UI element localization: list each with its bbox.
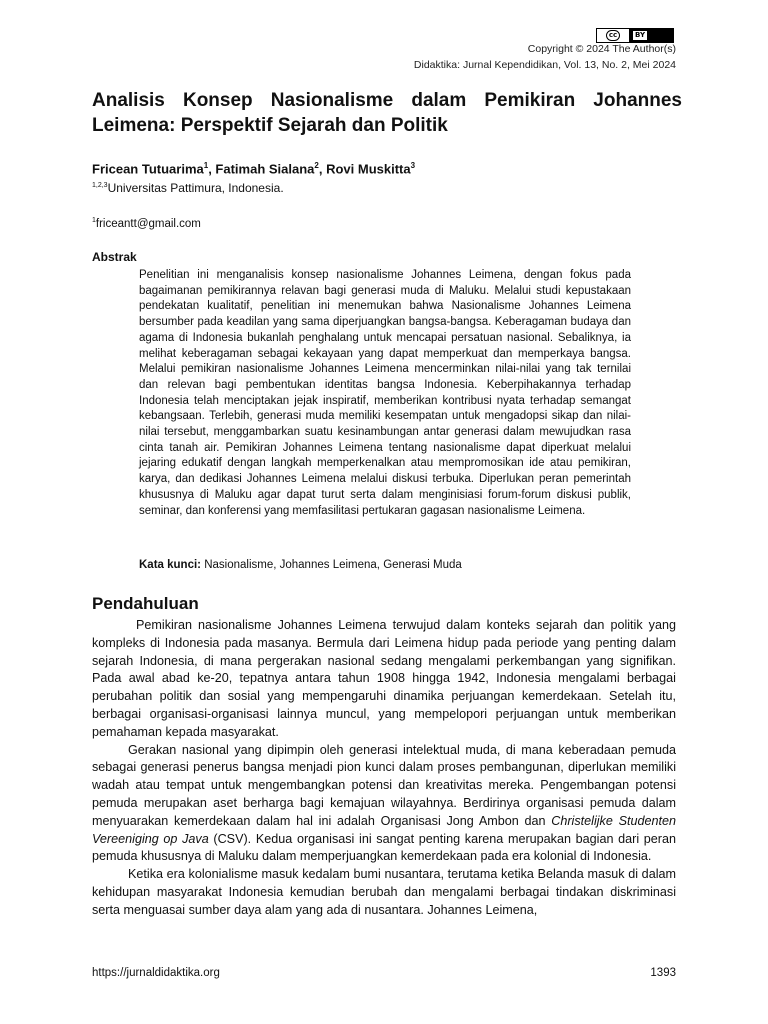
paragraph-2-text-a: Gerakan nasional yang dipimpin oleh generasi intelektual muda, di mana keberadaan pemuda sebagai generasi penerus bangsa menjadi pion kunci dalam proses pembangunan, diperlukan memiliki wadah atau tempat untuk mengembangkan potensi dan kreativitas mereka. Pengembangan potensi pemuda merupakan aset berharga bagi kemajuan wilayahnya. Berdirinya organisasi pemuda dalam menyuarakan kemerdekaan dalam hal ini adalah Organisasi Jong Ambon dan: [92, 742, 676, 828]
affiliation-sup: 1,2,3: [92, 182, 108, 189]
cc-by-license-badge: [596, 28, 674, 43]
keywords: [139, 559, 462, 571]
section-body: [92, 617, 676, 920]
footer-url: https://jurnaldidaktika.org: [92, 967, 220, 979]
author-sep: ,: [318, 161, 327, 177]
author-name: Rovi Muskitta: [326, 161, 411, 177]
abstract-heading: Abstrak: [92, 250, 137, 264]
email-text: friceantt@gmail.com: [95, 217, 201, 230]
author-sup: 3: [410, 161, 416, 170]
cc-icon: cc: [597, 29, 630, 42]
paragraph-3: Ketika era kolonialisme masuk kedalam bumi nusantara, terutama ketika Belanda masuk di dalam kehidupan masyarakat Indonesia kemudian berubah dan mengalami berbagai tindakan diskriminasi serta menguasai sumber daya alam yang ada di nusantara. Johannes Leimena,: [92, 867, 676, 917]
by-icon: BY: [630, 29, 673, 42]
paragraph-2: [92, 742, 676, 867]
keywords-text: Nasionalisme, Johannes Leimena, Generasi Muda: [204, 559, 462, 571]
journal-line: Didaktika: Jurnal Kependidikan, Vol. 13, No. 2, Mei 2024: [413, 59, 676, 71]
author-name: Fatimah Sialana: [215, 161, 315, 177]
author-sup: 1: [203, 161, 209, 170]
paragraph-1: Pemikiran nasionalisme Johannes Leimena terwujud dalam konteks sejarah dan politik yang kompleks di Indonesia pada masanya. Bermula dari Leimena hidup pada periode yang penting dalam sejarah Indonesia, di mana pergerakan nasional sedang mengalami perkembangan yang signifikan. Pada awal abad ke-20, tepatnya antara tahun 1908 hingga 1942, Indonesia mengalami berbagai perubahan politik dan sosial yang mempengaruhi dinamika perjuangan kemerdekaan. Setelah itu, berbagai organisasi-organisasi lainnya muncul, yang mempelopori perjuangan untuk memberikan pemahaman kepada masyarakat.: [92, 618, 676, 739]
author-name: Fricean Tutuarima: [92, 161, 204, 177]
section-heading-pendahuluan: Pendahuluan: [92, 594, 199, 613]
email-sup: 1: [92, 217, 96, 224]
paragraph-2-text-b: (CSV). Kedua organisasi ini sangat penting karena merupakan bagian dari peran pemuda khususnya di Maluku dalam memperjuangkan kemerdekaan pada era kolonial di Indonesia.: [92, 831, 677, 864]
page-number: 1393: [650, 967, 676, 979]
author-sep: ,: [208, 161, 216, 177]
corresponding-email: [92, 217, 201, 230]
abstract-text: Penelitian ini menganalisis konsep nasionalisme Johannes Leimena, dengan fokus pada bagaimanan pemikirannya relavan bagi generasi muda di Maluku. Melalui studi kepustakaan pendekatan kualitatif, penelitian ini menemukan bahwa Nasionalisme Johannes Leimena bersumber pada keadilan yang sama diperjuangkan bangsa-bangsa. Keberagaman budaya dan agama di Indonesia bukanlah penghalang untuk mencapai persatuan nasional. Sebaliknya, ia melihat keberagaman sebagai kekayaan yang dapat memperkuat dan memperkaya bangsa. Melalui pemikiran nasionalisme Johannes Leimena mencerminkan nilai-nilai yang tak ternilai dan relevan bagi pembentukan identitas bangsa Indonesia. Keberpihakannya terhadap Indonesia telah menciptakan jejak inspiratif, memberikan kontribusi nyata terhadap semangat kebangsaan. Terlebih, generasi muda memiliki kesempatan untuk mengadopsi sikap dan nilai-nilai tersebut, menggambarkan suatu kesinambungan antar generasi dalam mewujudkan rasa cinta tanah air. Pemikiran Johannes Leimena tentang nasionalisme dapat diperkuat melalui jejaring edukatif dengan langkah memperkenalkan atau mempromosikan ide atau pemikiran, karya, dan dedikasi Johannes Leimena melalui diskusi terbuka. Diperlukan peran pemerintah khususnya di Maluku agar dapat turut serta dalam menginisiasi forum-forum diskusi publik, seminar, dan konferensi yang memfasilitasi pertukaran gagasan nasionalisme Leimena.: [139, 269, 631, 517]
paragraph-2-italic: Christelijke Studenten Vereeniging op Java: [92, 813, 676, 846]
author-sup: 2: [314, 161, 319, 170]
keywords-label: Kata kunci:: [139, 559, 201, 571]
affiliation: [92, 181, 284, 195]
affiliation-text: Universitas Pattimura, Indonesia.: [107, 181, 284, 195]
author-list: [92, 161, 415, 176]
copyright-line: Copyright © 2024 The Author(s): [527, 43, 676, 55]
paper-title: Analisis Konsep Nasionalisme dalam Pemikiran Johannes Leimena: Perspektif Sejarah dan Politik: [92, 90, 682, 136]
